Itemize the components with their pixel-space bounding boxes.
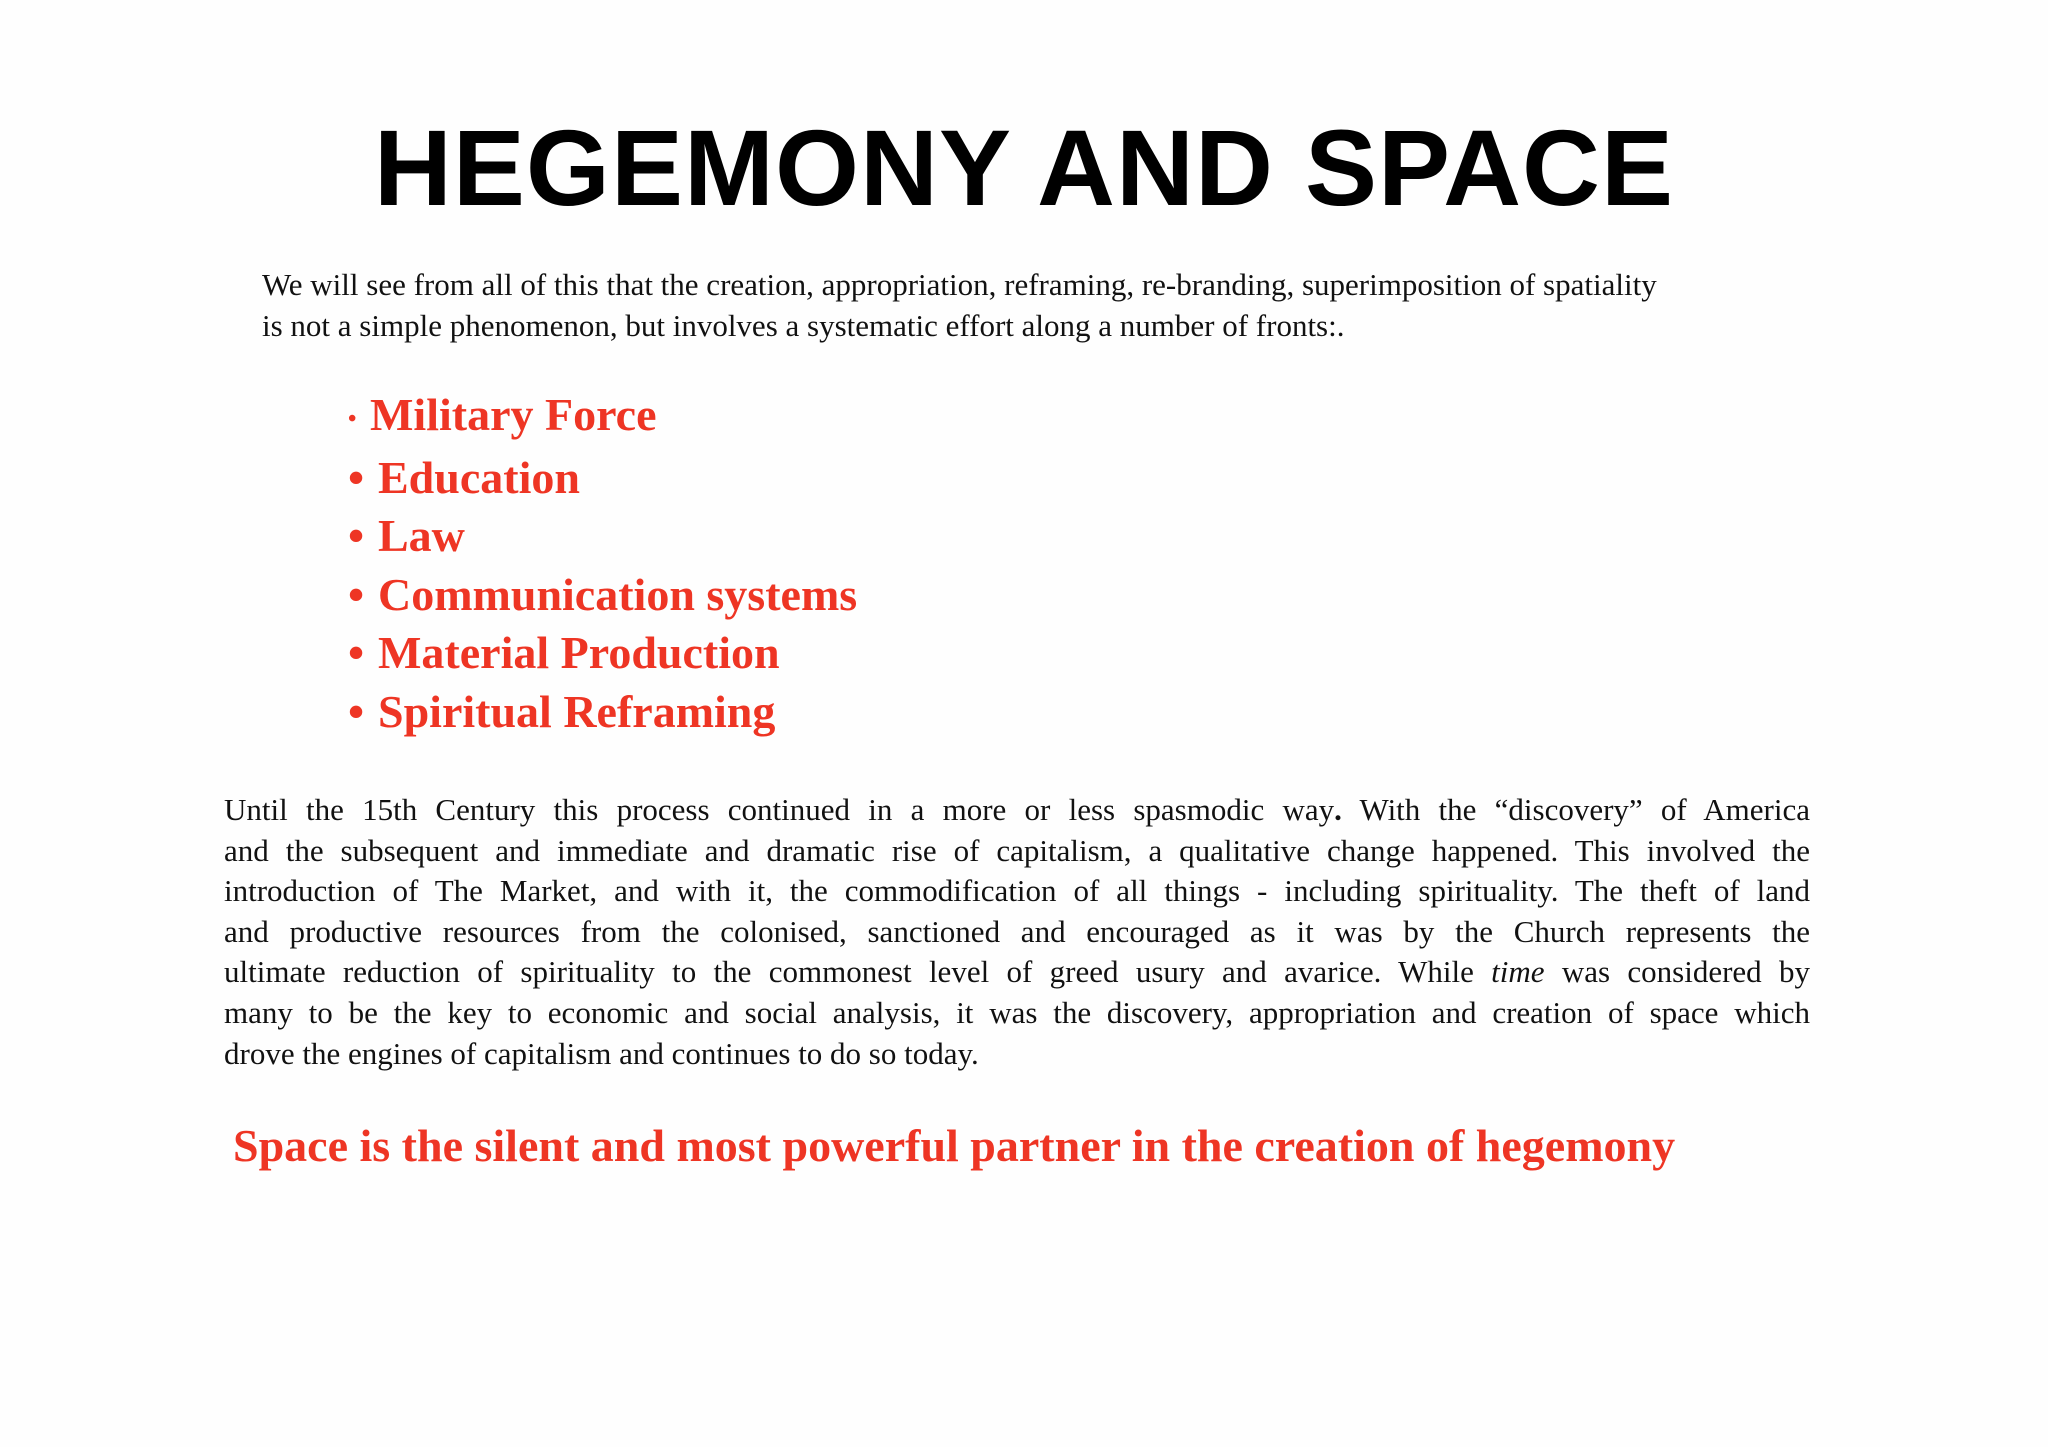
body-line — [224, 790, 1810, 831]
body-text-segment: Until the 15th Century this process continued in a more or less spasmodic way — [224, 792, 1335, 827]
intro-line: is not a simple phenomenon, but involves a systematic effort along a number of fronts:. — [262, 308, 1345, 343]
body-line: and the subsequent and immediate and dramatic rise of capitalism, a qualitative change happened. This involved the — [224, 832, 1810, 868]
body-line: introduction of The Market, and with it, the commodification of all things - including spirituality. The theft of land — [224, 873, 1810, 909]
bullet-icon: • — [348, 685, 365, 737]
body-line: and productive resources from the colonised, sanctioned and encouraged as it was by the Church represents the — [224, 913, 1810, 949]
list-item — [348, 507, 857, 566]
list-item — [348, 683, 857, 742]
fronts-list — [348, 386, 857, 741]
body-line: drove the engines of capitalism and continues to do so today. — [224, 1035, 979, 1071]
bullet-icon: • — [348, 627, 365, 678]
front-label: Communication systems — [378, 568, 858, 620]
front-label: Education — [378, 451, 580, 503]
body-text-bold-period: . — [1334, 792, 1342, 827]
body-paragraph — [224, 790, 1810, 1074]
body-text-segment: With the “discovery” of America — [1341, 792, 1810, 827]
front-label: Spiritual Reframing — [378, 685, 776, 737]
intro-paragraph — [262, 264, 1822, 346]
front-label: Military Force — [370, 389, 657, 440]
intro-line: We will see from all of this that the creation, appropriation, reframing, re-branding, superimposition of spatiality — [262, 267, 1657, 302]
list-item — [348, 624, 857, 683]
body-text-segment: was considered by — [1544, 954, 1810, 990]
slide-title: HEGEMONY AND SPACE — [373, 107, 1675, 228]
closing-statement: Space is the silent and most powerful partner in the creation of hegemony — [233, 1120, 1676, 1171]
bullet-icon: • — [348, 568, 365, 620]
front-label: Law — [378, 510, 465, 561]
bullet-icon: • — [348, 451, 365, 503]
bullet-icon: • — [348, 406, 357, 432]
list-item — [348, 566, 857, 625]
list-item — [348, 386, 857, 449]
body-text-italic: time — [1491, 954, 1545, 990]
front-label: Material Production — [378, 627, 780, 678]
body-text-segment: ultimate reduction of spirituality to the commonest level of greed usury and avarice. While — [224, 954, 1492, 990]
body-line: many to be the key to economic and social analysis, it was the discovery, appropriation and creation of space which — [224, 994, 1810, 1030]
list-item — [348, 449, 857, 508]
body-line — [224, 952, 1810, 993]
bullet-icon: • — [348, 510, 365, 561]
